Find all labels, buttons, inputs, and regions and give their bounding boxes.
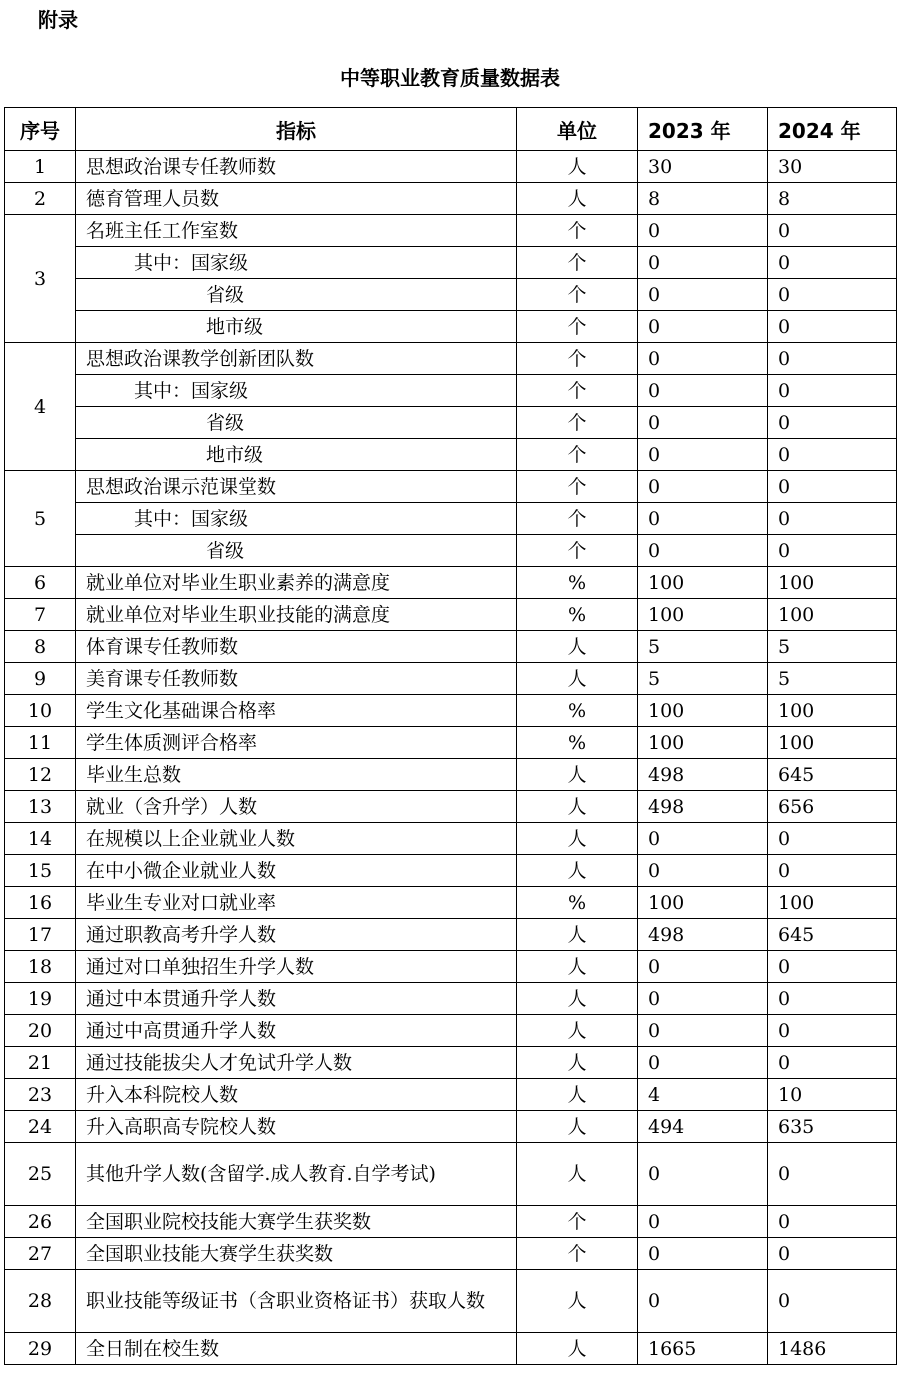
row-no: 1 xyxy=(5,151,76,183)
row-indicator: 通过职教高考升学人数 xyxy=(76,919,517,951)
row-indicator: 思想政治课教学创新团队数 xyxy=(76,343,517,375)
row-value-2023: 0 xyxy=(638,215,768,247)
row-no: 19 xyxy=(5,983,76,1015)
row-value-2024: 100 xyxy=(768,567,897,599)
table-row xyxy=(5,215,897,247)
row-value-2023: 30 xyxy=(638,151,768,183)
row-value-2023: 0 xyxy=(638,375,768,407)
row-value-2024: 1486 xyxy=(768,1333,897,1365)
row-unit: 人 xyxy=(517,983,638,1015)
table-row xyxy=(5,855,897,887)
row-indicator: 在规模以上企业就业人数 xyxy=(76,823,517,855)
row-indicator: 省级 xyxy=(76,407,517,439)
row-value-2023: 0 xyxy=(638,1143,768,1206)
table-row xyxy=(5,1015,897,1047)
row-unit: 人 xyxy=(517,1333,638,1365)
table-title: 中等职业教育质量数据表 xyxy=(340,66,560,90)
row-value-2024: 0 xyxy=(768,983,897,1015)
row-unit: 人 xyxy=(517,919,638,951)
row-indicator: 全国职业技能大赛学生获奖数 xyxy=(76,1238,517,1270)
row-value-2023: 0 xyxy=(638,311,768,343)
header-unit: 单位 xyxy=(517,108,638,151)
row-indicator: 通过技能拔尖人才免试升学人数 xyxy=(76,1047,517,1079)
row-indicator: 思想政治课示范课堂数 xyxy=(76,471,517,503)
row-unit: 个 xyxy=(517,375,638,407)
row-unit: 个 xyxy=(517,1206,638,1238)
row-value-2023: 0 xyxy=(638,983,768,1015)
table-row xyxy=(5,1111,897,1143)
row-no: 12 xyxy=(5,759,76,791)
row-indicator: 学生文化基础课合格率 xyxy=(76,695,517,727)
table-row xyxy=(5,567,897,599)
row-unit: 人 xyxy=(517,151,638,183)
row-unit: % xyxy=(517,567,638,599)
row-value-2023: 100 xyxy=(638,599,768,631)
row-unit: 个 xyxy=(517,503,638,535)
row-value-2024: 0 xyxy=(768,535,897,567)
row-value-2023: 0 xyxy=(638,1015,768,1047)
row-value-2023: 0 xyxy=(638,407,768,439)
row-value-2023: 0 xyxy=(638,535,768,567)
row-unit: 个 xyxy=(517,407,638,439)
table-row xyxy=(5,1238,897,1270)
row-value-2023: 0 xyxy=(638,279,768,311)
row-unit: 人 xyxy=(517,1270,638,1333)
row-no: 6 xyxy=(5,567,76,599)
table-row xyxy=(5,663,897,695)
row-indicator: 思想政治课专任教师数 xyxy=(76,151,517,183)
row-indicator: 通过中高贯通升学人数 xyxy=(76,1015,517,1047)
row-indicator: 学生体质测评合格率 xyxy=(76,727,517,759)
header-2023: 2023 年 xyxy=(638,108,768,151)
row-indicator: 在中小微企业就业人数 xyxy=(76,855,517,887)
table-row xyxy=(5,1143,897,1206)
row-unit: 人 xyxy=(517,1047,638,1079)
row-value-2024: 645 xyxy=(768,759,897,791)
table-subrow xyxy=(5,439,897,471)
row-unit: 人 xyxy=(517,1079,638,1111)
table-subrow xyxy=(5,311,897,343)
row-value-2023: 100 xyxy=(638,727,768,759)
table-row xyxy=(5,759,897,791)
row-no: 18 xyxy=(5,951,76,983)
row-unit: 人 xyxy=(517,951,638,983)
row-value-2023: 0 xyxy=(638,823,768,855)
row-unit: 个 xyxy=(517,1238,638,1270)
table-subrow xyxy=(5,407,897,439)
row-unit: 人 xyxy=(517,631,638,663)
row-no: 26 xyxy=(5,1206,76,1238)
row-value-2023: 0 xyxy=(638,343,768,375)
table-row xyxy=(5,727,897,759)
row-indicator: 毕业生总数 xyxy=(76,759,517,791)
row-unit: 人 xyxy=(517,759,638,791)
table-row xyxy=(5,631,897,663)
row-indicator: 地市级 xyxy=(76,311,517,343)
row-value-2024: 10 xyxy=(768,1079,897,1111)
row-unit: 个 xyxy=(517,279,638,311)
row-unit: % xyxy=(517,887,638,919)
table-subrow xyxy=(5,503,897,535)
row-value-2024: 0 xyxy=(768,439,897,471)
row-unit: 个 xyxy=(517,343,638,375)
appendix-label: 附录 xyxy=(38,8,78,32)
row-value-2023: 0 xyxy=(638,247,768,279)
row-unit: 人 xyxy=(517,663,638,695)
row-value-2023: 498 xyxy=(638,919,768,951)
table-row xyxy=(5,343,897,375)
row-no: 29 xyxy=(5,1333,76,1365)
row-no: 2 xyxy=(5,183,76,215)
table-row xyxy=(5,599,897,631)
row-indicator: 名班主任工作室数 xyxy=(76,215,517,247)
header-no: 序号 xyxy=(5,108,76,151)
table-row xyxy=(5,471,897,503)
row-no: 21 xyxy=(5,1047,76,1079)
table-row xyxy=(5,183,897,215)
row-value-2024: 0 xyxy=(768,247,897,279)
row-indicator: 就业单位对毕业生职业素养的满意度 xyxy=(76,567,517,599)
header-2024: 2024 年 xyxy=(768,108,897,151)
row-indicator: 省级 xyxy=(76,535,517,567)
table-row xyxy=(5,1079,897,1111)
row-indicator: 其中：国家级 xyxy=(76,503,517,535)
row-no: 13 xyxy=(5,791,76,823)
row-value-2023: 0 xyxy=(638,951,768,983)
row-indicator: 升入高职高专院校人数 xyxy=(76,1111,517,1143)
row-value-2023: 8 xyxy=(638,183,768,215)
table-row xyxy=(5,983,897,1015)
row-unit: 个 xyxy=(517,247,638,279)
row-no: 15 xyxy=(5,855,76,887)
table-row xyxy=(5,919,897,951)
row-value-2024: 645 xyxy=(768,919,897,951)
row-value-2024: 0 xyxy=(768,407,897,439)
row-value-2024: 30 xyxy=(768,151,897,183)
row-value-2023: 0 xyxy=(638,503,768,535)
row-indicator: 全日制在校生数 xyxy=(76,1333,517,1365)
row-indicator: 就业（含升学）人数 xyxy=(76,791,517,823)
row-unit: % xyxy=(517,599,638,631)
row-value-2024: 0 xyxy=(768,1270,897,1333)
row-value-2024: 0 xyxy=(768,1015,897,1047)
row-unit: 个 xyxy=(517,535,638,567)
row-indicator: 其他升学人数(含留学.成人教育.自学考试) xyxy=(76,1143,517,1206)
table-row xyxy=(5,823,897,855)
row-value-2024: 0 xyxy=(768,1238,897,1270)
row-no: 14 xyxy=(5,823,76,855)
row-value-2024: 8 xyxy=(768,183,897,215)
table-subrow xyxy=(5,535,897,567)
row-value-2024: 5 xyxy=(768,631,897,663)
row-no: 8 xyxy=(5,631,76,663)
row-unit: 人 xyxy=(517,1015,638,1047)
row-unit: % xyxy=(517,727,638,759)
row-unit: 人 xyxy=(517,791,638,823)
row-value-2024: 0 xyxy=(768,343,897,375)
row-unit: 人 xyxy=(517,183,638,215)
row-value-2024: 0 xyxy=(768,215,897,247)
row-value-2023: 100 xyxy=(638,695,768,727)
table-row xyxy=(5,1206,897,1238)
row-value-2024: 0 xyxy=(768,375,897,407)
table-header-row xyxy=(5,108,897,151)
row-no: 28 xyxy=(5,1270,76,1333)
row-value-2023: 0 xyxy=(638,855,768,887)
row-value-2024: 635 xyxy=(768,1111,897,1143)
row-no: 10 xyxy=(5,695,76,727)
table-row xyxy=(5,951,897,983)
row-value-2023: 4 xyxy=(638,1079,768,1111)
row-value-2023: 100 xyxy=(638,887,768,919)
row-value-2024: 0 xyxy=(768,311,897,343)
row-value-2023: 0 xyxy=(638,439,768,471)
row-no: 24 xyxy=(5,1111,76,1143)
table-row xyxy=(5,151,897,183)
row-indicator: 其中：国家级 xyxy=(76,247,517,279)
row-unit: 人 xyxy=(517,855,638,887)
row-value-2024: 0 xyxy=(768,503,897,535)
row-value-2024: 0 xyxy=(768,823,897,855)
header-indicator: 指标 xyxy=(76,108,517,151)
row-indicator: 毕业生专业对口就业率 xyxy=(76,887,517,919)
row-value-2023: 100 xyxy=(638,567,768,599)
row-value-2024: 5 xyxy=(768,663,897,695)
row-value-2023: 5 xyxy=(638,631,768,663)
row-indicator: 通过对口单独招生升学人数 xyxy=(76,951,517,983)
table-row xyxy=(5,1270,897,1333)
row-indicator: 省级 xyxy=(76,279,517,311)
row-value-2023: 498 xyxy=(638,791,768,823)
row-value-2023: 0 xyxy=(638,1206,768,1238)
row-value-2023: 498 xyxy=(638,759,768,791)
row-value-2023: 5 xyxy=(638,663,768,695)
row-no: 27 xyxy=(5,1238,76,1270)
quality-data-table xyxy=(4,107,897,1365)
row-indicator: 其中：国家级 xyxy=(76,375,517,407)
row-value-2024: 100 xyxy=(768,887,897,919)
row-value-2024: 0 xyxy=(768,1047,897,1079)
row-indicator: 通过中本贯通升学人数 xyxy=(76,983,517,1015)
row-unit: 个 xyxy=(517,471,638,503)
row-value-2023: 494 xyxy=(638,1111,768,1143)
row-value-2024: 0 xyxy=(768,951,897,983)
row-no: 5 xyxy=(5,471,76,567)
row-unit: 人 xyxy=(517,1143,638,1206)
row-no: 9 xyxy=(5,663,76,695)
row-value-2024: 0 xyxy=(768,471,897,503)
row-indicator: 德育管理人员数 xyxy=(76,183,517,215)
row-value-2024: 0 xyxy=(768,1206,897,1238)
row-value-2023: 1665 xyxy=(638,1333,768,1365)
row-no: 7 xyxy=(5,599,76,631)
row-unit: 个 xyxy=(517,311,638,343)
row-no: 11 xyxy=(5,727,76,759)
table-row xyxy=(5,1333,897,1365)
table-subrow xyxy=(5,247,897,279)
row-indicator: 职业技能等级证书（含职业资格证书）获取人数 xyxy=(76,1270,517,1333)
row-value-2024: 100 xyxy=(768,695,897,727)
row-value-2024: 0 xyxy=(768,279,897,311)
row-no: 17 xyxy=(5,919,76,951)
row-indicator: 美育课专任教师数 xyxy=(76,663,517,695)
row-value-2024: 0 xyxy=(768,855,897,887)
row-value-2023: 0 xyxy=(638,1270,768,1333)
row-value-2024: 100 xyxy=(768,599,897,631)
row-no: 3 xyxy=(5,215,76,343)
row-value-2024: 0 xyxy=(768,1143,897,1206)
row-value-2023: 0 xyxy=(638,471,768,503)
row-unit: 个 xyxy=(517,215,638,247)
row-no: 16 xyxy=(5,887,76,919)
row-indicator: 地市级 xyxy=(76,439,517,471)
table-subrow xyxy=(5,375,897,407)
row-no: 20 xyxy=(5,1015,76,1047)
row-unit: 人 xyxy=(517,1111,638,1143)
row-indicator: 升入本科院校人数 xyxy=(76,1079,517,1111)
row-indicator: 就业单位对毕业生职业技能的满意度 xyxy=(76,599,517,631)
row-value-2024: 656 xyxy=(768,791,897,823)
row-value-2024: 100 xyxy=(768,727,897,759)
table-row xyxy=(5,1047,897,1079)
table-row xyxy=(5,695,897,727)
row-indicator: 体育课专任教师数 xyxy=(76,631,517,663)
table-row xyxy=(5,791,897,823)
table-subrow xyxy=(5,279,897,311)
row-unit: 个 xyxy=(517,439,638,471)
row-value-2023: 0 xyxy=(638,1238,768,1270)
row-no: 23 xyxy=(5,1079,76,1111)
row-unit: % xyxy=(517,695,638,727)
row-value-2023: 0 xyxy=(638,1047,768,1079)
table-row xyxy=(5,887,897,919)
row-unit: 人 xyxy=(517,823,638,855)
row-no: 4 xyxy=(5,343,76,471)
row-indicator: 全国职业院校技能大赛学生获奖数 xyxy=(76,1206,517,1238)
row-no: 25 xyxy=(5,1143,76,1206)
